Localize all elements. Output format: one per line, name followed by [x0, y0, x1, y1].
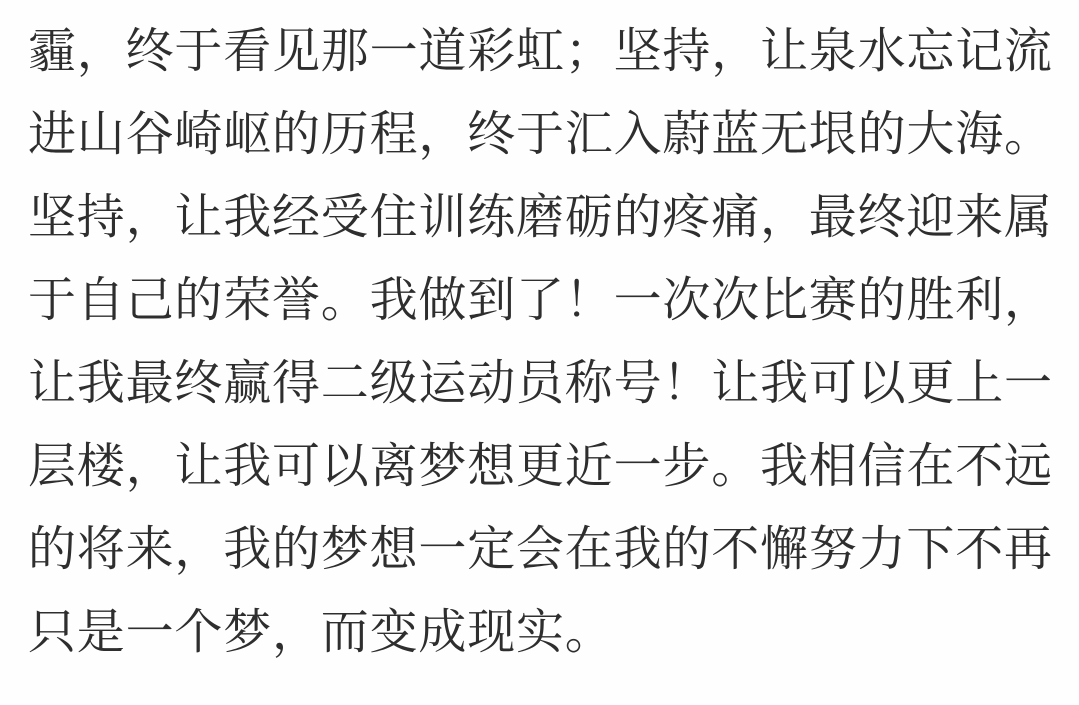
text-line: 进山谷崎岖的历程，终于汇入蔚蓝无垠的大海。: [28, 108, 1053, 161]
text-line: 于自己的荣誉。我做到了！一次次比赛的胜利，: [28, 274, 1053, 327]
text-line: 让我最终赢得二级运动员称号！让我可以更上一: [28, 357, 1053, 410]
text-line: 坚持，让我经受住训练磨砺的疼痛，最终迎来属: [28, 191, 1053, 244]
text-line: 层楼，让我可以离梦想更近一步。我相信在不远: [28, 440, 1053, 493]
text-line: 只是一个梦，而变成现实。: [28, 606, 614, 659]
text-line: 的将来，我的梦想一定会在我的不懈努力下不再: [28, 523, 1053, 576]
text-line: 霾，终于看见那一道彩虹；坚持，让泉水忘记流: [28, 25, 1053, 78]
